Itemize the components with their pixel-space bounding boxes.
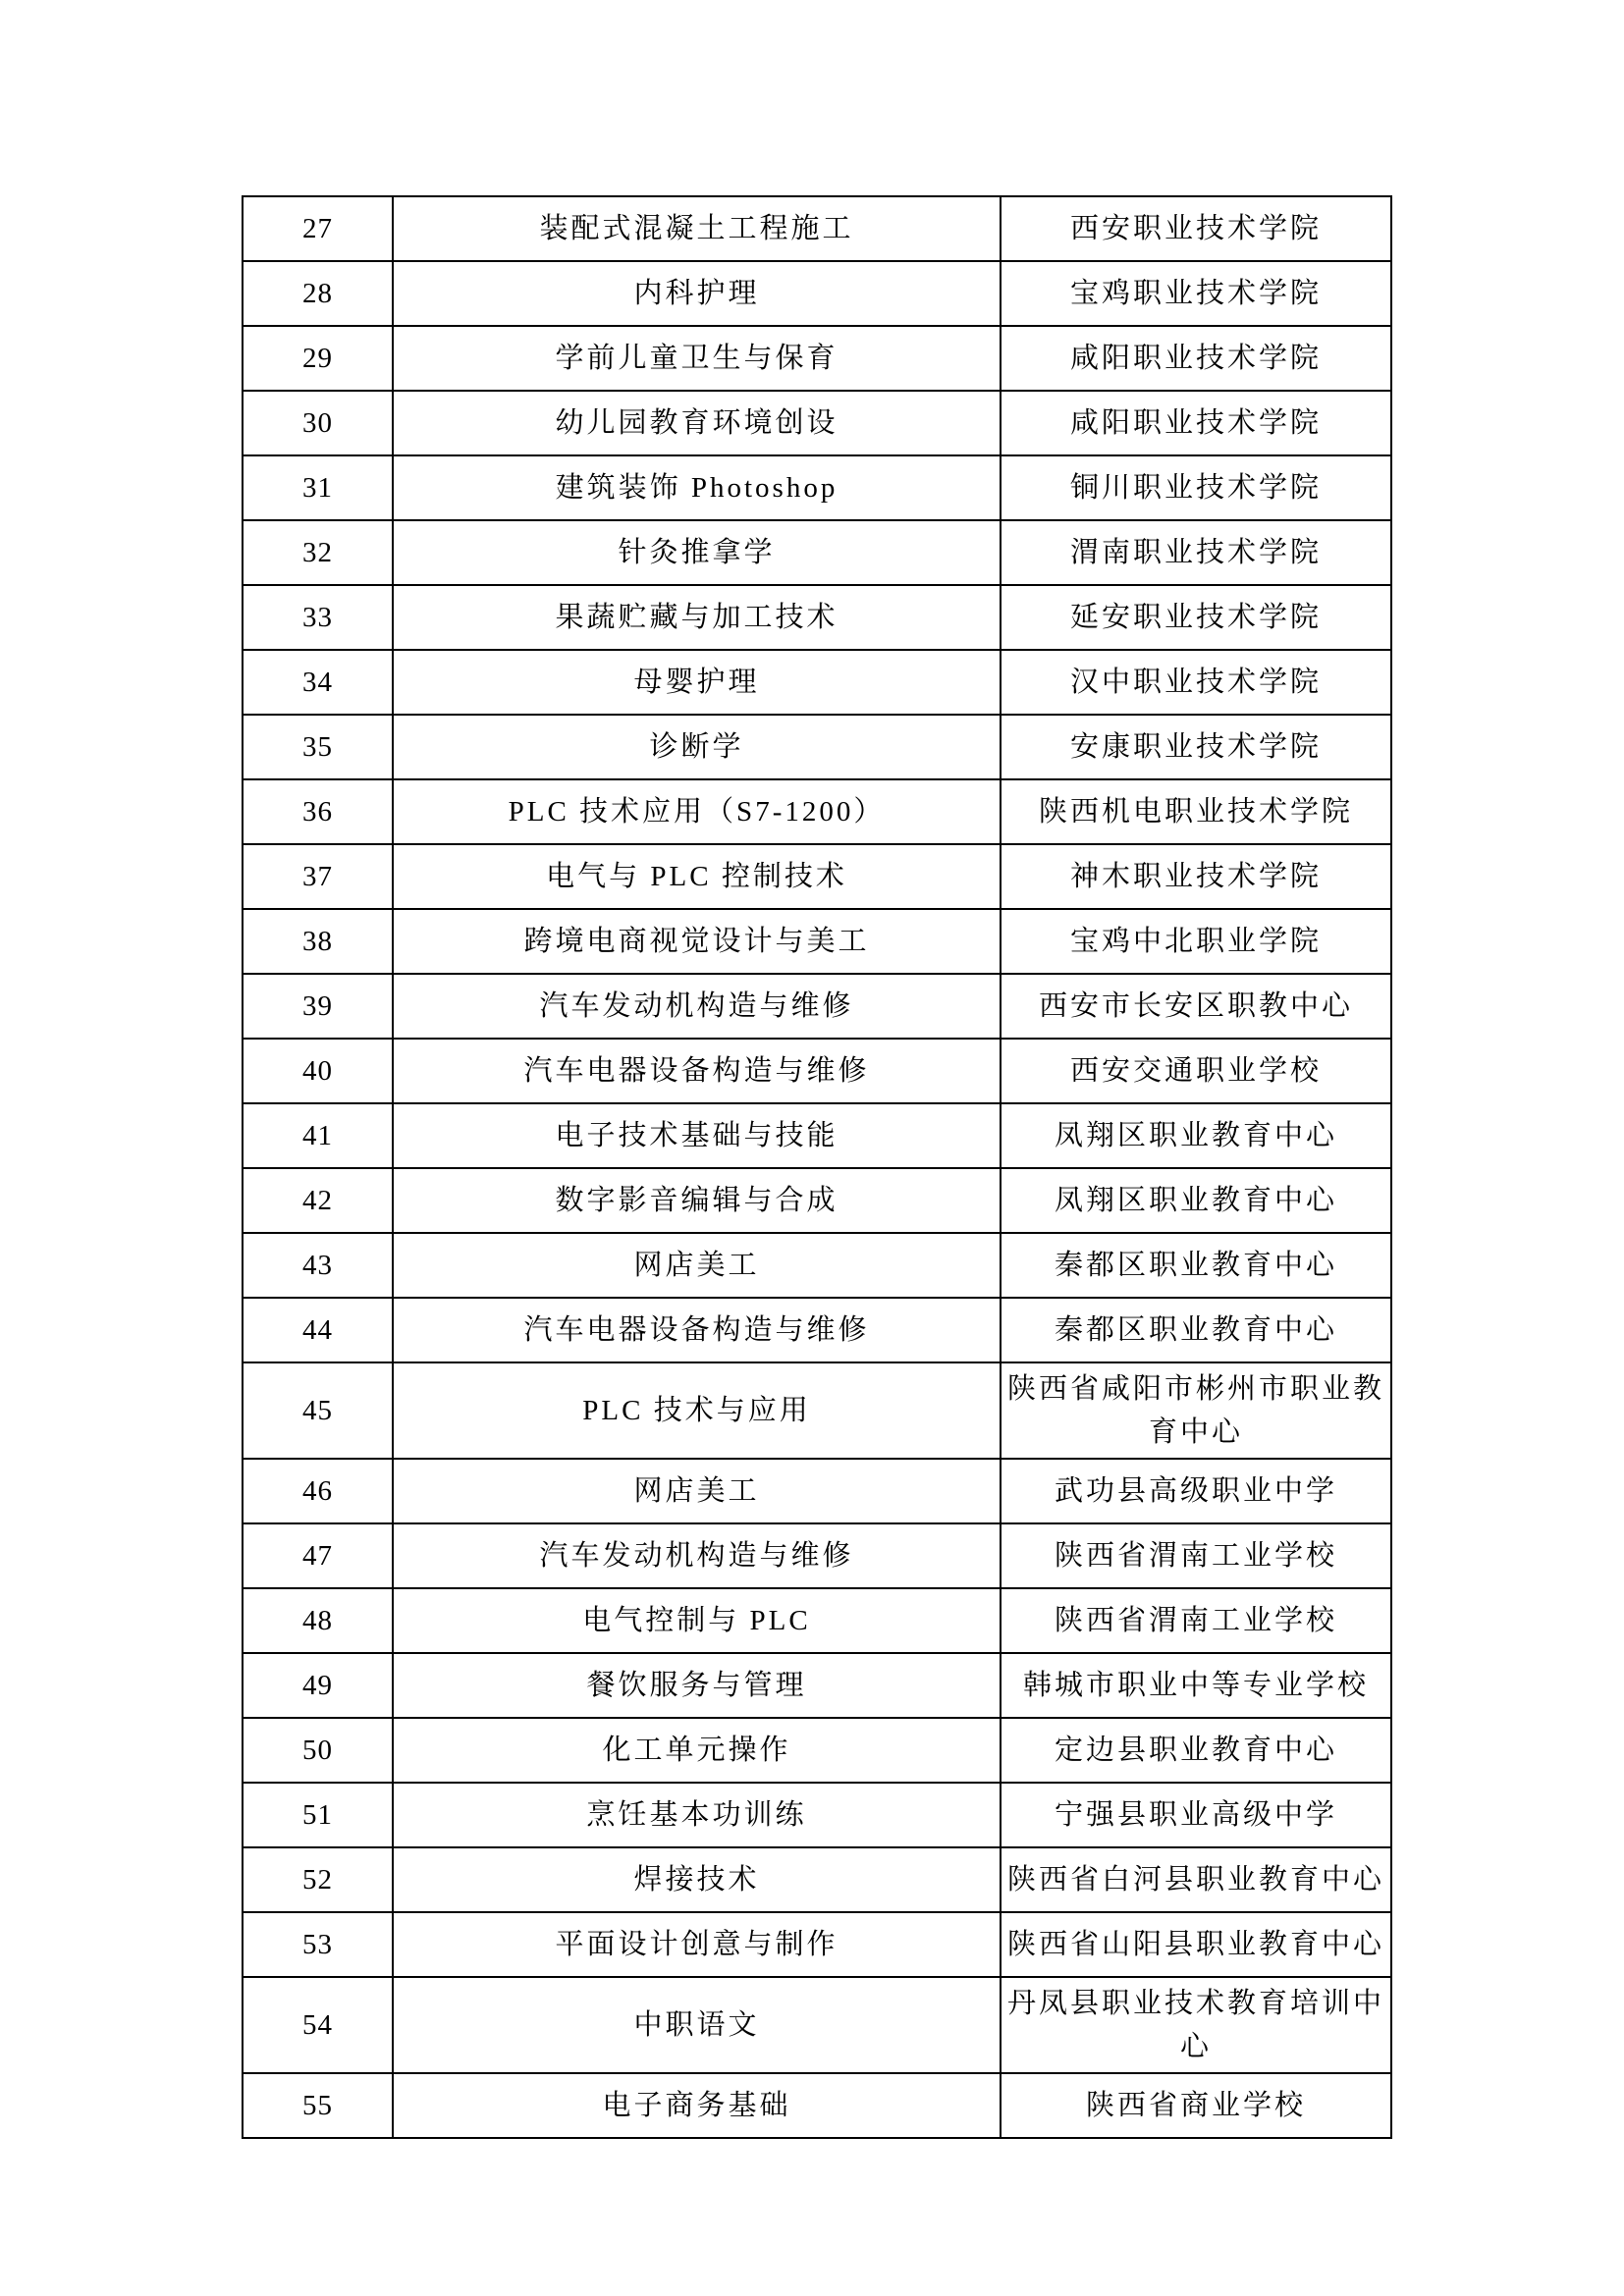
course-name: 网店美工	[393, 1233, 1001, 1298]
table-row	[243, 455, 1391, 520]
table-row	[243, 1168, 1391, 1233]
table-row	[243, 779, 1391, 844]
table-row	[243, 196, 1391, 261]
course-name: 建筑装饰 Photoshop	[393, 455, 1001, 520]
row-number: 50	[243, 1718, 393, 1783]
row-number: 27	[243, 196, 393, 261]
school-name: 凤翔区职业教育中心	[1001, 1103, 1391, 1168]
table-row	[243, 1523, 1391, 1588]
course-name: 电气与 PLC 控制技术	[393, 844, 1001, 909]
row-number: 38	[243, 909, 393, 974]
course-name: 内科护理	[393, 261, 1001, 326]
course-name: 诊断学	[393, 715, 1001, 779]
table-row	[243, 1783, 1391, 1847]
row-number: 43	[243, 1233, 393, 1298]
course-name: 汽车发动机构造与维修	[393, 1523, 1001, 1588]
table-row	[243, 261, 1391, 326]
course-name: 汽车电器设备构造与维修	[393, 1298, 1001, 1362]
school-name: 西安职业技术学院	[1001, 196, 1391, 261]
school-name: 汉中职业技术学院	[1001, 650, 1391, 715]
table-row	[243, 909, 1391, 974]
table-row	[243, 1847, 1391, 1912]
course-name: 焊接技术	[393, 1847, 1001, 1912]
table-row	[243, 2073, 1391, 2138]
table-row	[243, 1653, 1391, 1718]
table-row	[243, 585, 1391, 650]
course-name: 网店美工	[393, 1459, 1001, 1523]
row-number: 54	[243, 1977, 393, 2073]
course-name: 平面设计创意与制作	[393, 1912, 1001, 1977]
table-row	[243, 1588, 1391, 1653]
school-name: 凤翔区职业教育中心	[1001, 1168, 1391, 1233]
row-number: 45	[243, 1362, 393, 1459]
course-school-table	[242, 195, 1392, 2139]
course-name: 餐饮服务与管理	[393, 1653, 1001, 1718]
table-row	[243, 520, 1391, 585]
course-name: 学前儿童卫生与保育	[393, 326, 1001, 391]
school-name: 韩城市职业中等专业学校	[1001, 1653, 1391, 1718]
row-number: 29	[243, 326, 393, 391]
row-number: 48	[243, 1588, 393, 1653]
school-name: 铜川职业技术学院	[1001, 455, 1391, 520]
row-number: 53	[243, 1912, 393, 1977]
table-row	[243, 391, 1391, 455]
school-name: 渭南职业技术学院	[1001, 520, 1391, 585]
school-name: 陕西省渭南工业学校	[1001, 1523, 1391, 1588]
table-row	[243, 1233, 1391, 1298]
school-name: 宁强县职业高级中学	[1001, 1783, 1391, 1847]
school-name: 陕西省渭南工业学校	[1001, 1588, 1391, 1653]
course-name: 电气控制与 PLC	[393, 1588, 1001, 1653]
course-name: 针灸推拿学	[393, 520, 1001, 585]
row-number: 35	[243, 715, 393, 779]
row-number: 30	[243, 391, 393, 455]
school-name: 宝鸡中北职业学院	[1001, 909, 1391, 974]
course-name: 烹饪基本功训练	[393, 1783, 1001, 1847]
school-name: 秦都区职业教育中心	[1001, 1233, 1391, 1298]
school-name: 安康职业技术学院	[1001, 715, 1391, 779]
school-name: 咸阳职业技术学院	[1001, 391, 1391, 455]
table-row	[243, 844, 1391, 909]
course-name: 汽车电器设备构造与维修	[393, 1039, 1001, 1103]
school-name: 宝鸡职业技术学院	[1001, 261, 1391, 326]
table-row	[243, 1039, 1391, 1103]
row-number: 46	[243, 1459, 393, 1523]
course-name: 母婴护理	[393, 650, 1001, 715]
school-name: 陕西省山阳县职业教育中心	[1001, 1912, 1391, 1977]
row-number: 41	[243, 1103, 393, 1168]
row-number: 28	[243, 261, 393, 326]
row-number: 49	[243, 1653, 393, 1718]
course-name: 汽车发动机构造与维修	[393, 974, 1001, 1039]
school-name: 秦都区职业教育中心	[1001, 1298, 1391, 1362]
course-name: 跨境电商视觉设计与美工	[393, 909, 1001, 974]
table-row	[243, 1103, 1391, 1168]
school-name: 丹凤县职业技术教育培训中心	[1001, 1977, 1391, 2073]
course-name: 装配式混凝土工程施工	[393, 196, 1001, 261]
row-number: 36	[243, 779, 393, 844]
school-name: 陕西省商业学校	[1001, 2073, 1391, 2138]
course-name: 中职语文	[393, 1977, 1001, 2073]
school-name: 神木职业技术学院	[1001, 844, 1391, 909]
school-name: 陕西机电职业技术学院	[1001, 779, 1391, 844]
table-row	[243, 650, 1391, 715]
row-number: 37	[243, 844, 393, 909]
row-number: 32	[243, 520, 393, 585]
school-name: 西安交通职业学校	[1001, 1039, 1391, 1103]
school-name: 延安职业技术学院	[1001, 585, 1391, 650]
school-name: 陕西省咸阳市彬州市职业教育中心	[1001, 1362, 1391, 1459]
table-row	[243, 1362, 1391, 1459]
school-name: 西安市长安区职教中心	[1001, 974, 1391, 1039]
school-name: 陕西省白河县职业教育中心	[1001, 1847, 1391, 1912]
course-name: 电子技术基础与技能	[393, 1103, 1001, 1168]
row-number: 34	[243, 650, 393, 715]
school-name: 咸阳职业技术学院	[1001, 326, 1391, 391]
table-row	[243, 1977, 1391, 2073]
table-row	[243, 326, 1391, 391]
row-number: 33	[243, 585, 393, 650]
row-number: 47	[243, 1523, 393, 1588]
row-number: 51	[243, 1783, 393, 1847]
row-number: 40	[243, 1039, 393, 1103]
course-name: 果蔬贮藏与加工技术	[393, 585, 1001, 650]
course-name: 数字影音编辑与合成	[393, 1168, 1001, 1233]
row-number: 31	[243, 455, 393, 520]
table-row	[243, 974, 1391, 1039]
table-row	[243, 715, 1391, 779]
row-number: 55	[243, 2073, 393, 2138]
table-row	[243, 1298, 1391, 1362]
table-row	[243, 1912, 1391, 1977]
course-name: 化工单元操作	[393, 1718, 1001, 1783]
school-name: 定边县职业教育中心	[1001, 1718, 1391, 1783]
row-number: 42	[243, 1168, 393, 1233]
course-name: PLC 技术与应用	[393, 1362, 1001, 1459]
row-number: 39	[243, 974, 393, 1039]
course-name: PLC 技术应用（S7-1200）	[393, 779, 1001, 844]
course-name: 幼儿园教育环境创设	[393, 391, 1001, 455]
course-name: 电子商务基础	[393, 2073, 1001, 2138]
table-row	[243, 1459, 1391, 1523]
school-name: 武功县高级职业中学	[1001, 1459, 1391, 1523]
row-number: 52	[243, 1847, 393, 1912]
table-row	[243, 1718, 1391, 1783]
row-number: 44	[243, 1298, 393, 1362]
